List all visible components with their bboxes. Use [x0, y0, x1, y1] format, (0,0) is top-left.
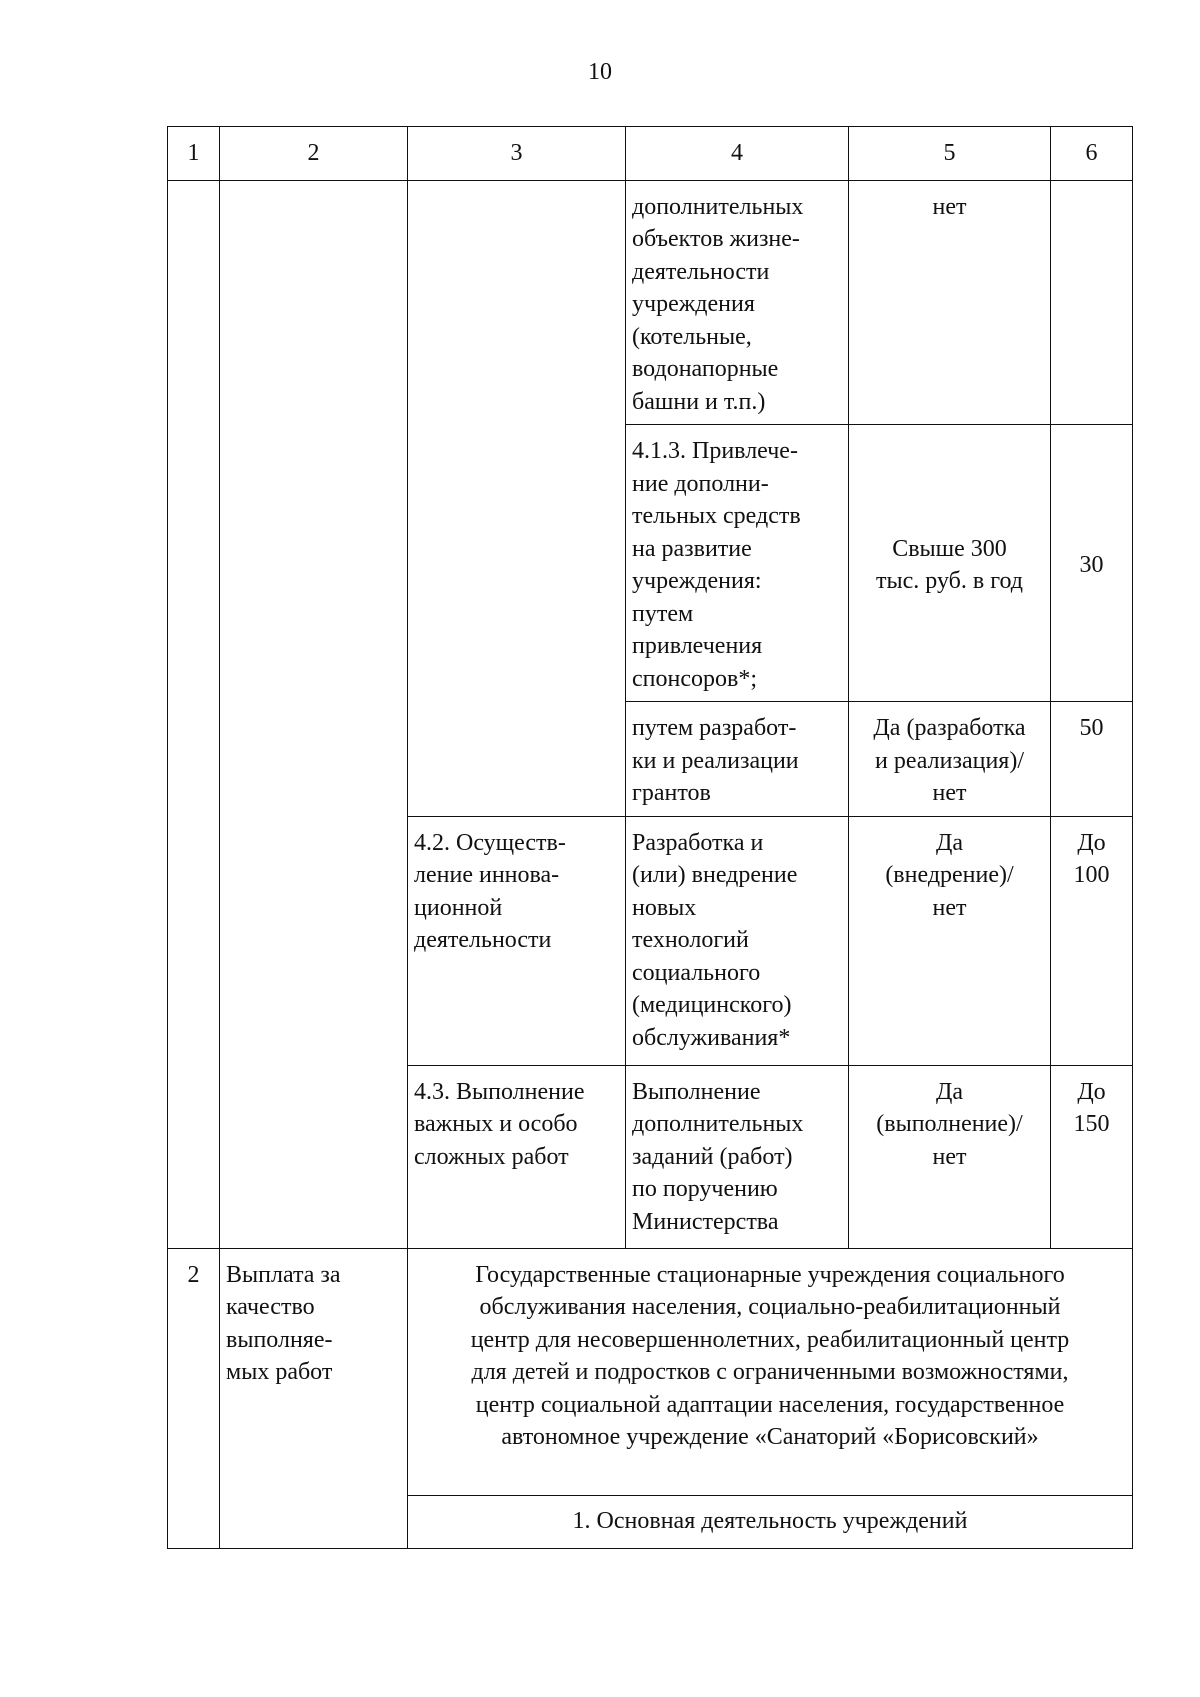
amount-cell: 50 — [1051, 702, 1133, 817]
condition-cell: Да (разработка и реализация)/ нет — [849, 702, 1051, 817]
page-number: 10 — [588, 59, 612, 85]
amount-cell: До 100 — [1051, 816, 1133, 1065]
institutions-cell: Государственные стационарные учреждения социального обслуживания населения, социально-реабилитационный центр для несовершеннолетних, реабилитационный центр для детей и подростков с ограниченными возможностями, центр социальной адаптации населения, государственное автономное учреждение «Санаторий «Борисовский» — [408, 1248, 1133, 1495]
indicator-cell: 4.3. Выполнение важных и особо сложных работ — [408, 1065, 626, 1248]
criterion-cell: путем разработ- ки и реализации грантов — [626, 702, 849, 817]
criterion-cell: Выполнение дополнительных заданий (работ) по поручению Министерства — [626, 1065, 849, 1248]
row-number-cell-empty — [168, 180, 220, 1248]
table-header-row — [168, 127, 1133, 181]
criterion-cell: Разработка и (или) внедрение новых технологий социального (медицинского) обслуживания* — [626, 816, 849, 1065]
table-row — [168, 180, 1133, 425]
payment-type-cell-empty — [220, 180, 408, 1248]
condition-cell: нет — [849, 180, 1051, 425]
criterion-cell: дополнительных объектов жизне- деятельности учреждения (котельные, водонапорные башни и т.п.) — [626, 180, 849, 425]
section-number-cell: 2 — [168, 1248, 220, 1548]
condition-cell: Да (выполнение)/ нет — [849, 1065, 1051, 1248]
amount-cell: 30 — [1051, 425, 1133, 702]
header-cell-3: 3 — [408, 127, 626, 181]
header-cell-5: 5 — [849, 127, 1051, 181]
header-cell-6: 6 — [1051, 127, 1133, 181]
header-cell-1: 1 — [168, 127, 220, 181]
indicator-cell-empty — [408, 180, 626, 816]
header-cell-2: 2 — [220, 127, 408, 181]
subheading-cell: 1. Основная деятельность учреждений — [408, 1495, 1133, 1548]
indicator-cell: 4.2. Осуществ- ление иннова- ционной деятельности — [408, 816, 626, 1065]
payments-table — [167, 126, 1133, 1549]
payment-type-cell: Выплата за качество выполняе- мых работ — [220, 1248, 408, 1548]
header-cell-4: 4 — [626, 127, 849, 181]
condition-cell: Свыше 300 тыс. руб. в год — [849, 425, 1051, 702]
amount-cell: До 150 — [1051, 1065, 1133, 1248]
condition-cell: Да (внедрение)/ нет — [849, 816, 1051, 1065]
amount-cell — [1051, 180, 1133, 425]
table-row — [168, 1248, 1133, 1495]
criterion-cell: 4.1.3. Привлече- ние дополни- тельных средств на развитие учреждения: путем привлечения спонсоров*; — [626, 425, 849, 702]
